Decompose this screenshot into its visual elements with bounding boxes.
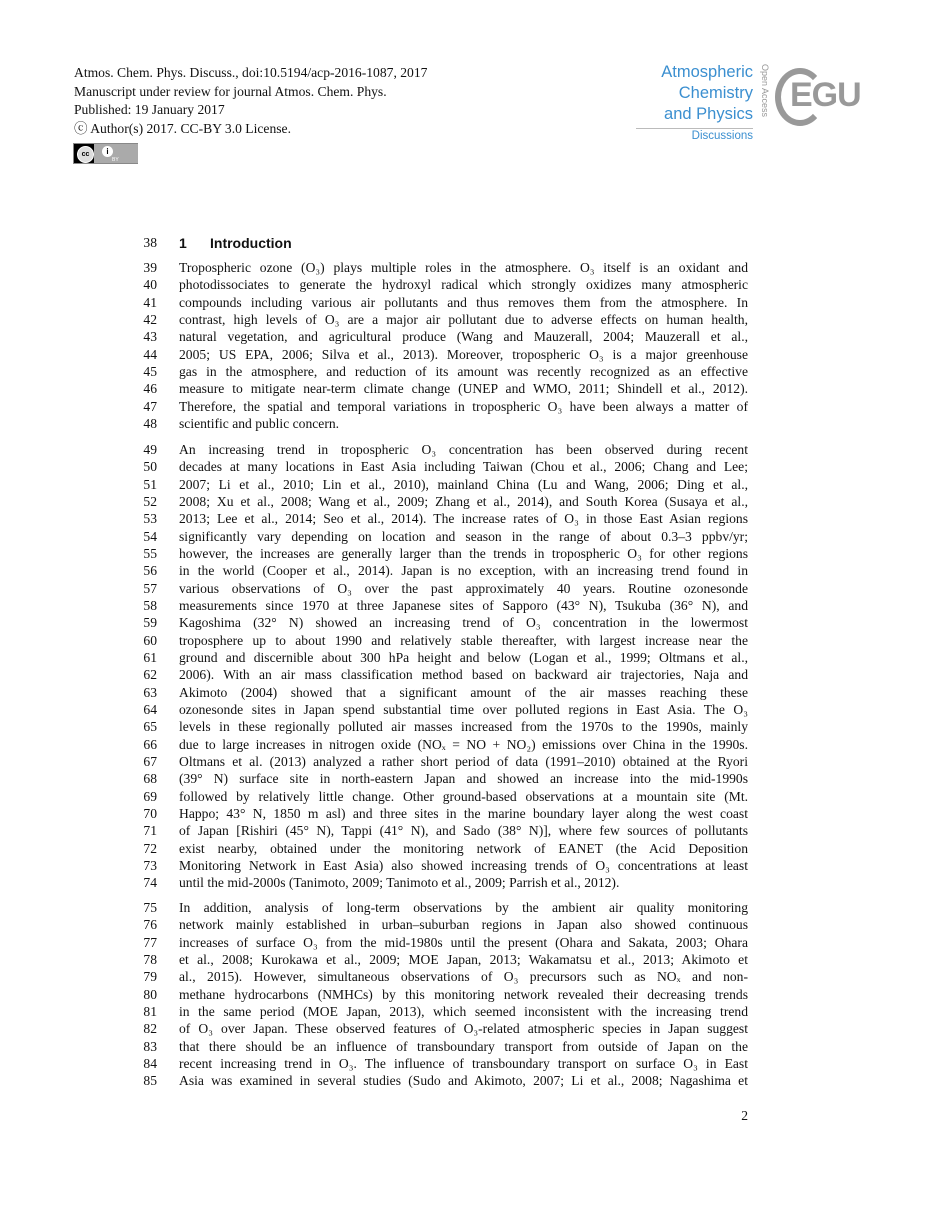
text-line-content: followed by relatively little change. Other ground-based observations at a mountain site (Mt. [179,788,748,804]
text-line [179,789,748,805]
line-number: 76 [143,917,157,933]
text-line-content: recent increasing trend in O₃. The influence of transboundary transport on surface O₃ in East [179,1055,748,1071]
text-line-content: of O₃ over Japan. These observed features of O₃-related atmospheric species in Japan suggest [179,1021,748,1037]
text-line [179,1039,748,1055]
text-line [179,935,748,951]
text-line-content: increases of surface O₃ from the mid-1980s until the present (Ohara and Sakata, 2003; Ohara [179,934,748,950]
line-number: 38 [143,235,157,250]
line-number: 58 [143,597,157,613]
text-line-content: network mainly established in urban–suburban regions in Japan also showed continuous [179,917,748,933]
attribution-person-icon: i [102,146,113,157]
text-line [179,685,748,701]
text-line-content: due to large increases in nitrogen oxide (NOₓ = NO + NO₂) emissions over China in the 1990s. [179,736,748,752]
text-line-content: gas in the atmosphere, and reduction of its amount was recently recognized as an effective [179,363,748,379]
text-line-content: various observations of O₃ over the past approximately 40 years. Routine ozonesonde [179,580,748,596]
text-line-content: scientific and public concern. [179,415,340,431]
text-line [179,581,748,597]
text-line [179,667,748,683]
line-number: 51 [143,476,157,492]
logo-line-3: and Physics [664,105,753,123]
text-line [179,823,748,839]
text-line-content: however, the increases are generally larger than the trends in tropospheric O₃ for other regions [179,545,748,561]
egu-logo-text: EGU [790,76,861,114]
text-line [179,969,748,985]
text-line-content: Oltmans et al. (2013) analyzed a rather short period of data (1991–2010) obtained at the Ryori [179,753,748,769]
text-line [179,615,748,631]
line-number: 82 [143,1021,157,1037]
text-line [179,312,748,328]
line-number: 56 [143,563,157,579]
text-line-content: al., 2015). However, simultaneous observations of O₃ precursors such as NOₓ and non- [179,969,748,985]
text-line-content: that there should be an influence of transboundary transport from outside of Japan on the [179,1038,748,1054]
cc-by-license-badge [73,143,138,164]
text-line [179,1021,748,1037]
line-number: 75 [143,900,157,915]
text-line-content: of Japan [Rishiri (45° N), Tappi (41° N), and Sado (38° N)], where few sources of pollutants [179,823,748,839]
text-line [179,494,748,510]
text-line-content: troposphere up to about 1990 and relatively stable thereafter, with largest increase near the [179,632,748,648]
open-access-label: Open Access [760,64,770,118]
line-number: 40 [143,277,157,293]
text-line [179,875,748,891]
line-number: 74 [143,875,157,891]
text-line [179,598,748,614]
text-line [179,952,748,968]
text-line [179,546,748,562]
text-line [179,459,748,475]
line-number: 72 [143,840,157,856]
text-line-content: An increasing trend in tropospheric O₃ concentration has been observed during recent [179,442,748,457]
logo-line-1: Atmospheric [661,63,753,81]
text-line-content: et al., 2008; Kurokawa et al., 2009; MOE Japan, 2013; Wakamatsu et al., 2013; Akimoto et [179,951,748,967]
text-line [179,987,748,1003]
line-number: 46 [143,381,157,397]
line-number: 62 [143,667,157,683]
line-number: 57 [143,580,157,596]
text-line [179,650,748,666]
header-license: ⓒ Author(s) 2017. CC-BY 3.0 License. [74,120,291,136]
text-line [179,399,748,415]
text-line [179,260,748,276]
text-line [179,737,748,753]
text-line-content: significantly vary depending on location and season in the range of about 0.3–3 ppbv/yr; [179,528,748,544]
text-line [179,633,748,649]
line-number: 54 [143,528,157,544]
journal-header [74,64,427,138]
text-line-content: exist nearby, obtained under the monitoring network of EANET (the Acid Deposition [179,840,748,856]
cc-icon: cc [77,146,94,163]
text-line-content: Asia was examined in several studies (Sudo and Akimoto, 2007; Li et al., 2008; Nagashima et [179,1073,748,1089]
text-line-content: in the world (Cooper et al., 2014). Japan is no exception, with an increasing trend found in [179,563,748,579]
text-line-content: in the same period (MOE Japan, 2013), which seemed inconsistent with the increasing trend [179,1003,748,1019]
text-line [179,719,748,735]
line-number: 66 [143,736,157,752]
line-number: 78 [143,951,157,967]
text-line-content: measure to mitigate near-term climate change (UNEP and WMO, 2011; Shindell et al., 2012). [179,381,748,397]
line-number: 84 [143,1055,157,1071]
text-line [179,771,748,787]
line-number: 68 [143,771,157,787]
text-line [179,754,748,770]
text-line-content: 2007; Li et al., 2010; Lin et al., 2010), mainland China (Lu and Wang, 2006; Ding et al., [179,476,748,492]
text-line [179,563,748,579]
line-number: 80 [143,986,157,1002]
line-number: 53 [143,511,157,527]
text-line-content: compounds including various air pollutants and thus removes them from the atmosphere. In [179,294,748,310]
text-line [179,1004,748,1020]
text-line-content: Tropospheric ozone (O₃) plays multiple roles in the atmosphere. O₃ itself is an oxidant and [179,260,748,275]
text-line-content: 2006). With an air mass classification method based on backward air trajectories, Naja and [179,667,748,683]
text-line-content: levels in these regionally polluted air masses increased from the 1970s to the 1990s, mainly [179,719,748,735]
badge-by-label: BY [112,157,119,163]
section-number: 1 [179,235,187,251]
line-number: 45 [143,363,157,379]
line-number: 64 [143,701,157,717]
line-number: 44 [143,346,157,362]
text-line [179,477,748,493]
line-number: 50 [143,459,157,475]
header-published: Published: 19 January 2017 [74,102,225,118]
text-line-content: methane hydrocarbons (NMHCs) by this monitoring network revealed their decreasing trends [179,986,748,1002]
section-title: Introduction [210,235,292,251]
line-number: 67 [143,753,157,769]
line-number: 65 [143,719,157,735]
line-number: 79 [143,969,157,985]
line-number: 77 [143,934,157,950]
line-number: 39 [143,260,157,275]
text-line [179,442,748,458]
logo-discussions: Discussions [691,130,753,142]
line-number: 41 [143,294,157,310]
section-heading [179,235,292,251]
text-line-content: Kagoshima (32° N) showed an increasing trend of O₃ concentration in the lowermost [179,615,748,631]
logo-line-2: Chemistry [678,84,753,102]
line-number: 60 [143,632,157,648]
header-citation: Atmos. Chem. Phys. Discuss., doi:10.5194/acp-2016-1087, 2017 [74,65,428,80]
line-number: 61 [143,649,157,665]
text-line-content: measurements since 1970 at three Japanese sites of Sapporo (43° N), Tsukuba (36° N), and [179,597,748,613]
text-line-content: 2005; US EPA, 2006; Silva et al., 2013). Moreover, tropospheric O₃ is a major greenhouse [179,346,748,362]
text-line-content: until the mid-2000s (Tanimoto, 2009; Tanimoto et al., 2009; Parrish et al., 2012). [179,875,620,891]
text-line-content: Akimoto (2004) showed that a significant amount of the air masses reaching these [179,684,748,700]
text-line [179,858,748,874]
line-number: 43 [143,329,157,345]
text-line [179,529,748,545]
text-line [179,329,748,345]
text-line [179,416,748,432]
text-line [179,381,748,397]
text-line-content: ground and discernible about 300 hPa height and below (Logan et al., 1999; Oltmans et al., [179,649,748,665]
line-number: 47 [143,398,157,414]
line-number: 48 [143,415,157,431]
text-line-content: 2013; Lee et al., 2014; Seo et al., 2014). The increase rates of O₃ in those East Asian regions [179,511,748,527]
text-line [179,917,748,933]
text-line-content: Monitoring Network in East Asia) also showed increasing trends of O₃ concentrations at least [179,857,748,873]
line-number: 85 [143,1073,157,1089]
text-line-content: contrast, high levels of O₃ are a major air pollutant due to adverse effects on human health, [179,311,748,327]
text-line-content: natural vegetation, and agricultural produce (Wang and Mauzerall, 2004; Mauzerall et al., [179,329,748,345]
text-line-content: (39° N) surface site in north-eastern Japan and showed an increase into the mid-1990s [179,771,748,787]
text-line [179,1073,748,1089]
text-line [179,347,748,363]
text-line [179,277,748,293]
text-line-content: photodissociates to generate the hydroxyl radical which strongly oxidizes many atmospheric [179,277,748,293]
line-number: 49 [143,442,157,457]
line-number: 71 [143,823,157,839]
line-number: 42 [143,311,157,327]
text-line [179,900,748,916]
text-line-content: Happo; 43° N, 1850 m asl) and three sites in the marine boundary layer along the west coast [179,805,748,821]
text-line [179,841,748,857]
journal-logo [620,62,753,143]
text-line-content: Therefore, the spatial and temporal variations in tropospheric O₃ have been always a matter of [179,398,748,414]
text-line-content: 2008; Xu et al., 2008; Wang et al., 2009; Zhang et al., 2014), and South Korea (Susaya et al., [179,493,748,509]
text-line [179,806,748,822]
text-line-content: ozonesonde sites in Japan spend substantial time over polluted regions in East Asia. The O₃ [179,701,748,717]
line-number: 83 [143,1038,157,1054]
text-line-content: decades at many locations in East Asia including Taiwan (Chou et al., 2006; Chang and Lee; [179,459,748,475]
line-number: 69 [143,788,157,804]
line-number: 52 [143,493,157,509]
line-number: 70 [143,805,157,821]
line-number: 63 [143,684,157,700]
header-review-status: Manuscript under review for journal Atmos. Chem. Phys. [74,83,387,99]
text-line [179,1056,748,1072]
text-line [179,295,748,311]
text-line-content: In addition, analysis of long-term observations by the ambient air quality monitoring [179,900,748,915]
line-number: 59 [143,615,157,631]
line-number: 81 [143,1003,157,1019]
text-line [179,702,748,718]
page-number: 2 [741,1108,748,1123]
text-line [179,511,748,527]
line-number: 55 [143,545,157,561]
text-line [179,364,748,380]
line-number: 73 [143,857,157,873]
